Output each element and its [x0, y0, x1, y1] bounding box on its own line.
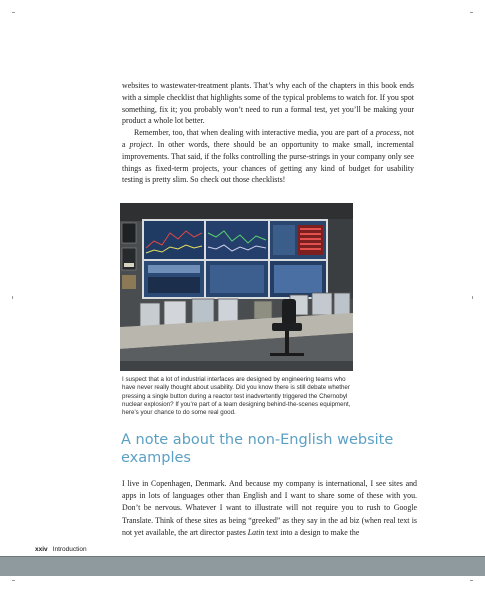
process-emphasis: process	[375, 128, 400, 138]
page-number: xxiv	[35, 546, 48, 553]
crop-mark	[470, 580, 473, 581]
latin-emphasis: Latin	[247, 527, 265, 537]
footer-band	[0, 557, 485, 576]
section-text: I live in Copenhagen, Denmark. And because my company is international, I see sites and apps in lots of languages other than English and I want to share some of these with you. Don’t be nervous. Whatever I want to illustrate will not require you to rush to Google Translate. Think of these sites as being “greeked” as they say in the ad biz (when real text is not yet available, the art director pastes	[122, 479, 417, 537]
paragraph-1: websites to wastewater-treatment plants. That’s why each of the chapters in this book ends with a simple checklist that highlights some of the typical problems to watch for. If you spot something, fix it; you probably won’t need to run a formal test, yet you’ll be making your product a whole lot better.	[122, 81, 414, 126]
crop-mark	[12, 580, 15, 581]
photo-caption: I suspect that a lot of industrial interfaces are designed by engineering teams who have never really thought about usability. Did you know there is still debate whether pressing a single button during a reactor test inadvertently triggered the Chernobyl nuclear explosion? If you’re part of a team designing behind-the-scenes equipment, here’s your chance to do some real good.	[122, 376, 351, 417]
body-text-top	[122, 80, 414, 186]
crop-mark	[12, 12, 15, 13]
crop-mark	[472, 296, 473, 299]
crop-mark	[12, 296, 13, 299]
control-room-illustration	[120, 203, 353, 371]
paragraph-2-text: , not a	[122, 128, 415, 149]
folio	[35, 546, 87, 553]
paragraph-2-text: . In other words, there should be an opportunity to make small, incremental improvements. That said, if the folks controlling the purse-strings in your company only see things as fixed-term projects, your chances of getting any kind of budget for usability testing is pretty slim. So check out those checklists!	[122, 139, 414, 185]
paragraph-2	[122, 127, 414, 186]
project-emphasis: project	[129, 139, 152, 149]
control-room-photo	[120, 203, 353, 371]
crop-mark	[470, 12, 473, 13]
section-text: text into a design to make the	[264, 527, 360, 537]
paragraph-2-text: Remember, too, that when dealing with interactive media, you are part of a	[134, 128, 376, 138]
body-text-section	[122, 478, 417, 539]
section-heading: A note about the non-English website examples	[121, 432, 394, 466]
running-footer: Introduction	[52, 546, 87, 553]
